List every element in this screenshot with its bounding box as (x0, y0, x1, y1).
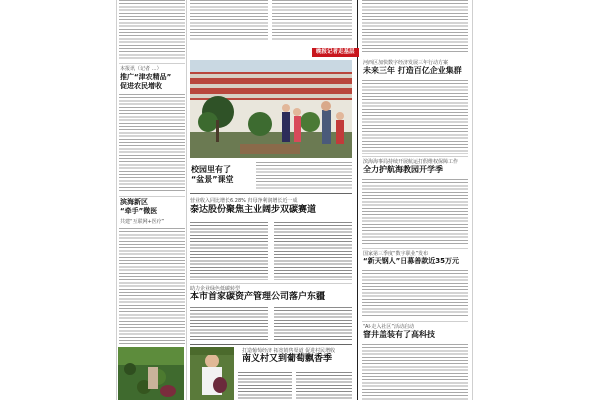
body-text-block (119, 0, 185, 60)
story-headline: 推广“津农精品” (120, 73, 172, 81)
body-text-block (272, 0, 352, 40)
photo-caption (256, 162, 352, 190)
story-headline: 窨井盖装有了高科技 (363, 330, 435, 339)
story-kicker: 本报讯（记者 …） (120, 66, 162, 72)
story-kicker: 滨海海事局持续开展航运打假维权保障工作 (363, 159, 459, 165)
story-headline: 未来三年 打造百亿企业集群 (363, 66, 462, 75)
story-kicker: 助力企业绿色低碳转型 (190, 286, 241, 292)
divider (190, 193, 352, 194)
photo-grape-harvest (190, 347, 234, 400)
body-text-block (362, 179, 468, 245)
column-rule-right (472, 0, 473, 400)
body-text-block (238, 372, 292, 400)
story-headline: 全力护航海教园开学季 (363, 165, 443, 174)
story-headline: “盆景”课堂 (191, 175, 234, 184)
story-subhead: 共建“互联网+医疗” (120, 219, 165, 225)
column-rule-left (116, 0, 117, 400)
divider (190, 283, 352, 284)
story-headline: 校园里有了 (191, 165, 231, 174)
story-headline: 泰达股份聚焦主业阔步双碳赛道 (190, 205, 317, 215)
section-tag: 晚报记者走基层 (312, 48, 359, 57)
story-headline: 本市首家碳资产管理公司落户东疆 (190, 292, 326, 302)
story-headline: 促进农民增收 (120, 82, 162, 90)
story-headline: 滨海新区 (120, 198, 148, 206)
divider (362, 248, 468, 249)
divider (119, 63, 185, 64)
body-text-block (296, 372, 352, 400)
divider (362, 321, 468, 322)
body-text-block (119, 228, 185, 344)
column-rule-heavy (357, 0, 358, 400)
story-headline: “牵手”微医 (120, 207, 158, 215)
body-text-block (274, 307, 352, 341)
body-text-block (362, 344, 468, 400)
story-headline: 南义村又到葡萄飘香季 (242, 354, 333, 364)
body-text-block (274, 222, 352, 280)
story-kicker: “AI·走入社区”活动启动 (363, 324, 415, 330)
body-text-block (190, 222, 268, 280)
column-rule-mid (186, 0, 187, 400)
story-kicker: 营业收入同比增长6.28% 归母净利润增长近一成 (190, 198, 298, 204)
divider (362, 156, 468, 157)
body-text-block (190, 307, 268, 341)
photo-school-bonsai (190, 60, 352, 158)
story-kicker: 河西区加快数字经济发展三年行动方案 (363, 60, 449, 66)
body-text-block (362, 270, 468, 318)
story-kicker: 国家第三季度“数字职业”发布 (363, 251, 429, 257)
body-text-block (119, 94, 185, 192)
divider (190, 344, 352, 345)
story-headline: “新天钢人”日募善款近35万元 (363, 257, 459, 265)
divider (119, 196, 185, 197)
body-text-block (362, 0, 468, 54)
photo-grapes-left (118, 347, 184, 400)
body-text-block (362, 80, 468, 154)
body-text-block (190, 0, 268, 40)
story-kicker: 打造葡萄经济 拓宽销售渠道 促进村民增收 (242, 348, 336, 354)
